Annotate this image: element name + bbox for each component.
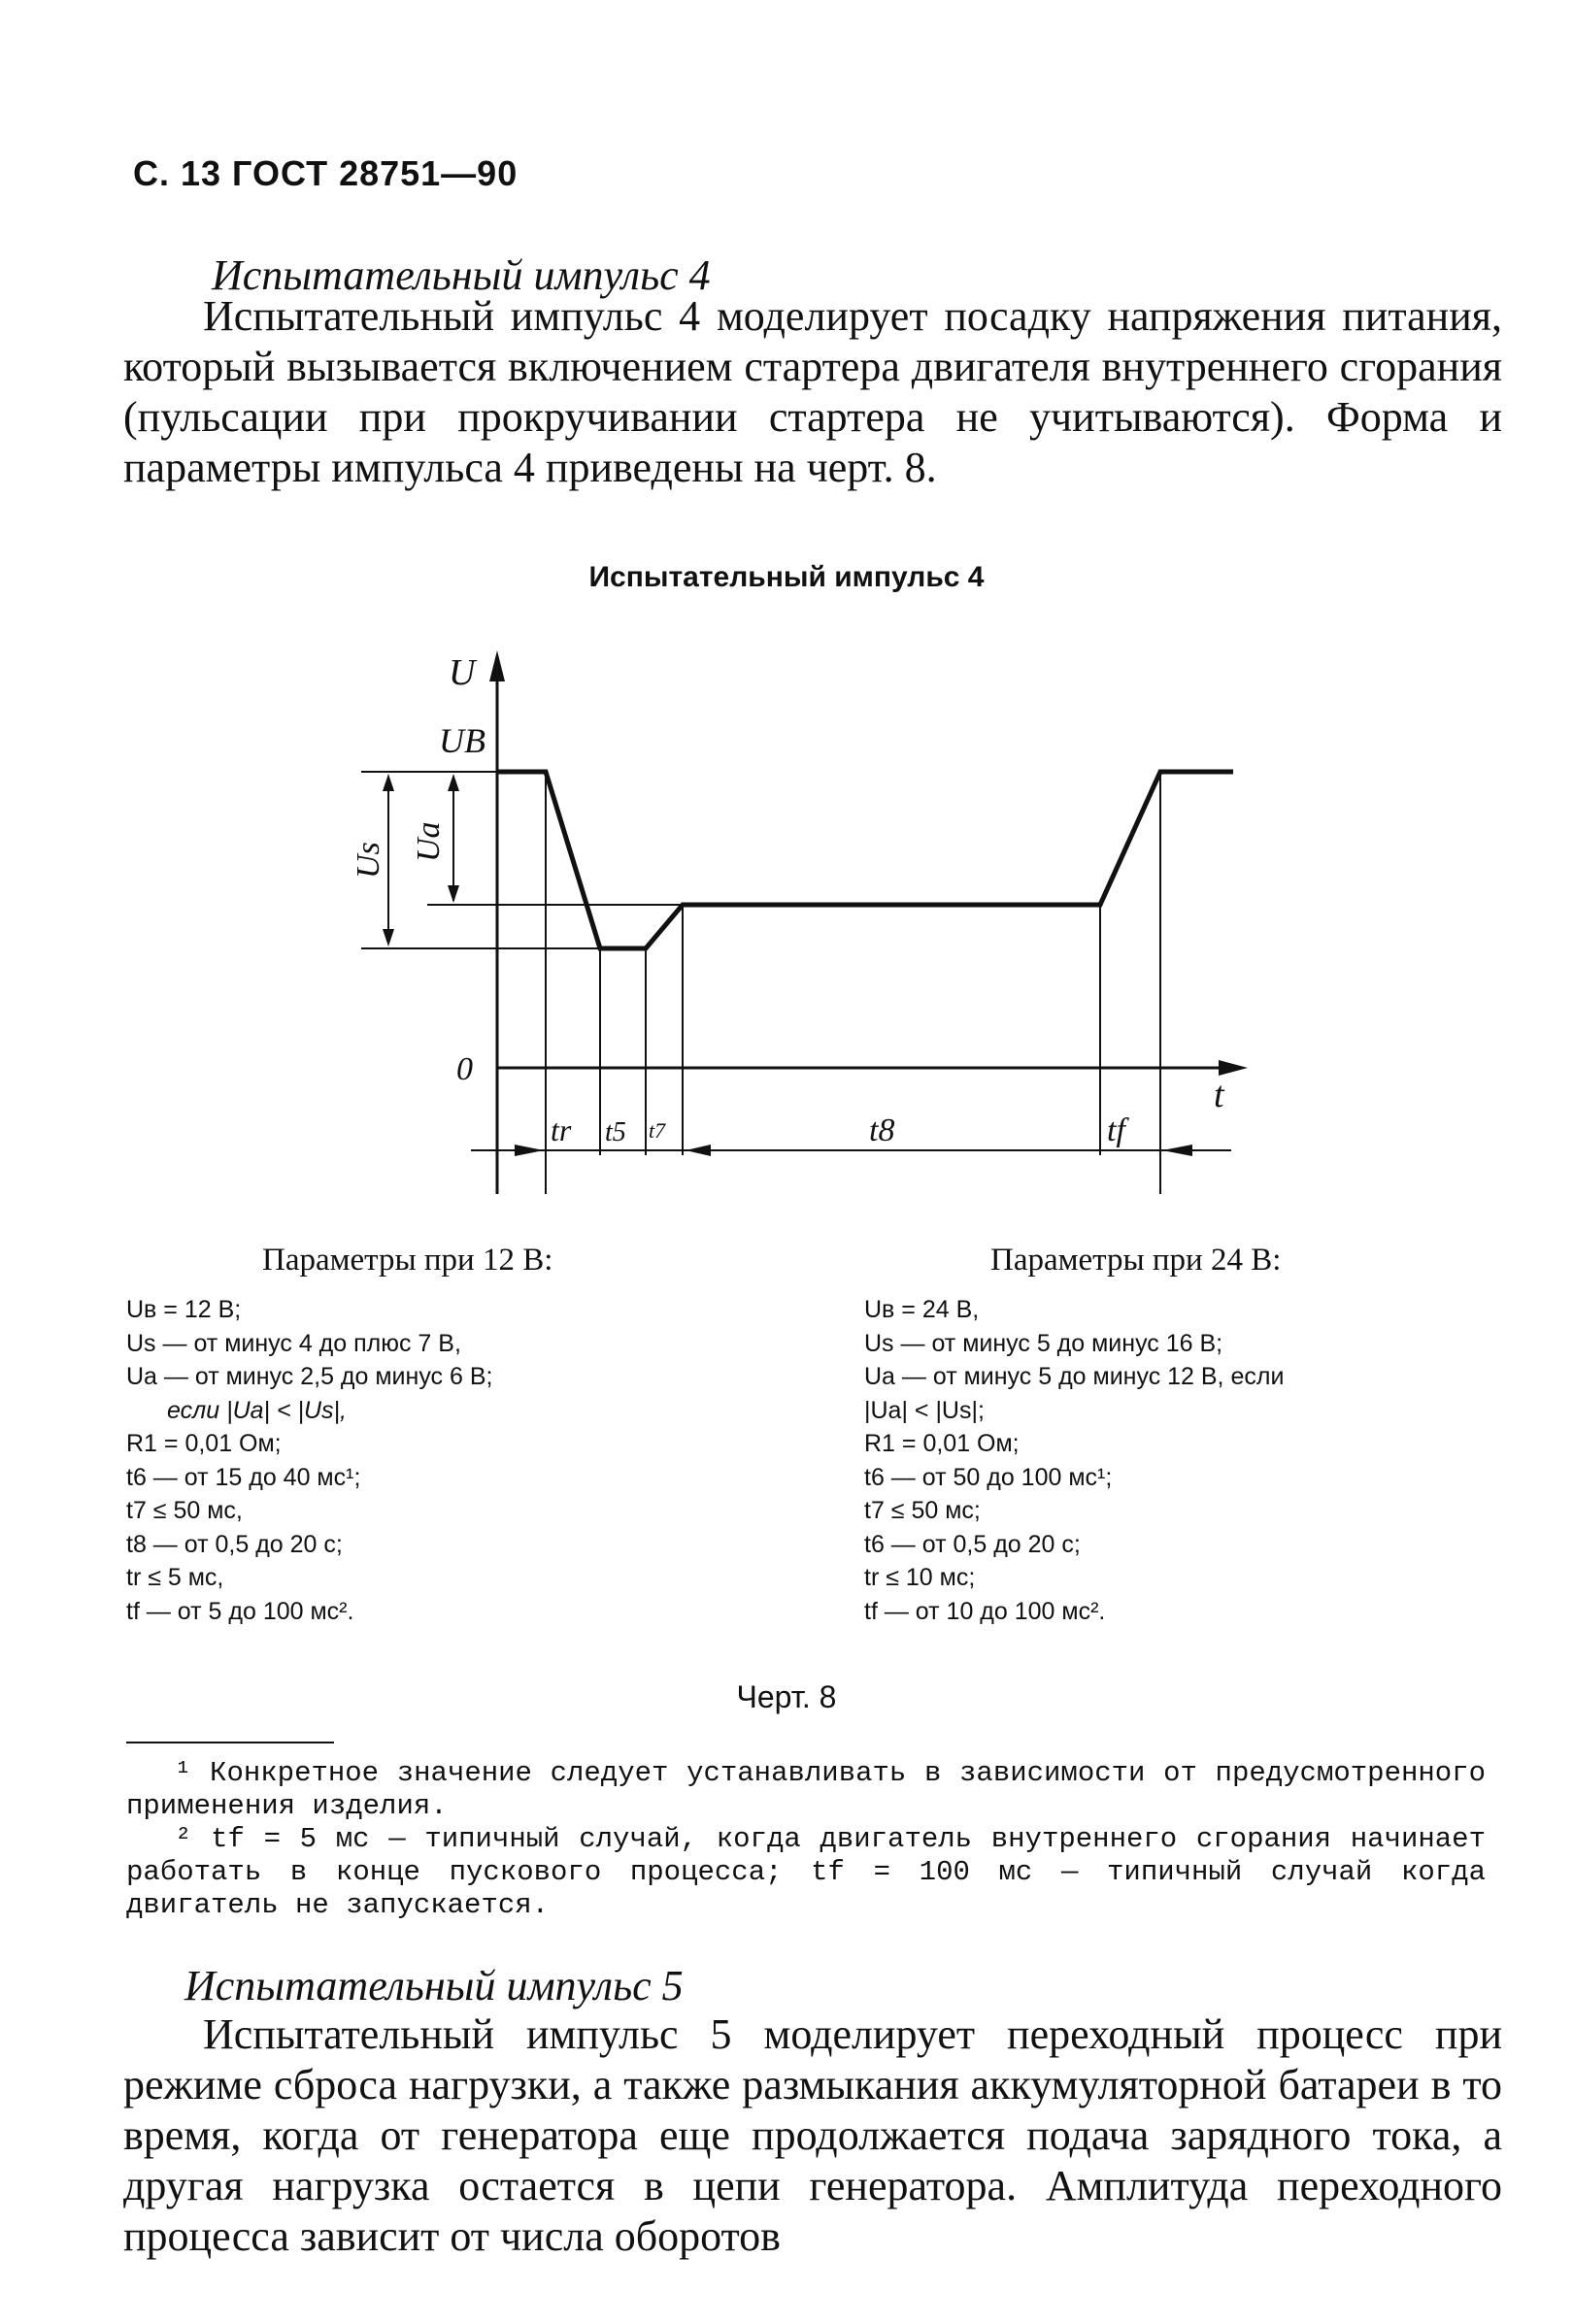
params-24v-line: Uв = 24 В, (864, 1296, 980, 1323)
figure-title: Испытательный импульс 4 (588, 561, 985, 593)
t8-arrow-icon (686, 1145, 711, 1156)
footnote-divider (126, 1742, 334, 1743)
params-24v-line: Ua — от минус 5 до минус 12 В, если (864, 1363, 1285, 1390)
label-ub: UB (439, 721, 485, 760)
section-4-title: Испытательный импульс 4 (212, 251, 711, 299)
params-24v-heading: Параметры при 24 В: (990, 1243, 1282, 1278)
footnote-1: ¹ Конкретное значение следует устанавливать в зависимости от предусмотренного применения изделия. (126, 1757, 1486, 1822)
section-5-body (123, 2009, 1502, 2262)
params-24v-line: t7 ≤ 50 мс; (864, 1497, 981, 1524)
params-24v-line: R1 = 0,01 Ом; (864, 1430, 1020, 1457)
section-5-paragraph: Испытательный импульс 5 моделирует переходный процесс при режиме сброса нагрузки, а также размыкания аккумуляторной батареи в то время, когда от генератора еще продолжается подача зарядного тока, а другая нагрузка остается в цепи генератора. Амплитуда переходного процесса зависит от числа оборотов (123, 2010, 1502, 2260)
label-t: t (1214, 1075, 1224, 1115)
label-t7: t7 (649, 1118, 666, 1143)
label-tr: tr (551, 1112, 572, 1147)
params-12v-line: Ua — от минус 2,5 до минус 6 В; (126, 1363, 493, 1390)
u-axis-arrow-icon (489, 650, 505, 681)
section-4-paragraph: Испытательный импульс 4 моделирует посадку напряжения питания, который вызывается включением стартера двигателя внутреннего сгорания (пульсации при прокручивании стартера не учитываются). Форма и параметры импульса 4 приведены на черт. 8. (123, 292, 1502, 491)
label-t5: t5 (605, 1117, 626, 1147)
params-12v-line: tr ≤ 5 мс, (126, 1564, 224, 1591)
label-t8: t8 (869, 1112, 895, 1148)
footnotes (126, 1757, 1486, 1922)
label-u: U (449, 652, 476, 693)
params-24v-line: t6 — от 0,5 до 20 с; (864, 1530, 1081, 1558)
params-24v-line: tf — от 10 до 100 мс². (864, 1597, 1106, 1625)
tr-arrow-icon (515, 1145, 544, 1156)
pulse-waveform (497, 772, 1233, 948)
params-12v-list (126, 1293, 492, 1628)
params-12v-line: если |Ua| < |Us|, (167, 1396, 347, 1424)
us-arrow-up-icon (383, 774, 394, 791)
t-axis-arrow-icon (1219, 1060, 1248, 1076)
params-12v-line: Uв = 12 В; (126, 1296, 242, 1323)
label-zero: 0 (456, 1051, 473, 1087)
params-12v-line: R1 = 0,01 Ом; (126, 1430, 282, 1457)
params-12v-heading: Параметры при 12 В: (262, 1243, 553, 1278)
params-12v-line: t7 ≤ 50 мс, (126, 1497, 243, 1524)
page-header: С. 13 ГОСТ 28751—90 (133, 153, 519, 193)
label-ua: Ua (411, 821, 447, 862)
us-arrow-down-icon (383, 929, 394, 946)
params-24v-line: tr ≤ 10 мс; (864, 1564, 976, 1591)
label-us: Us (351, 842, 386, 879)
params-24v-list (864, 1293, 1284, 1628)
params-12v-line: t6 — от 15 до 40 мс¹; (126, 1463, 361, 1491)
params-12v-line: Us — от минус 4 до плюс 7 В, (126, 1329, 461, 1357)
params-12v-line: tf — от 5 до 100 мс². (126, 1597, 354, 1625)
figure-caption: Черт. 8 (736, 1679, 837, 1714)
label-tf: tf (1107, 1112, 1125, 1148)
ua-arrow-up-icon (448, 774, 459, 791)
params-24v-line: |Ua| < |Us|; (864, 1396, 985, 1424)
footnote-2: ² tf = 5 мс — типичный случай, когда двигатель внутреннего сгорания начинает работать в конце пускового процесса; tf = 100 мс — типичный случай когда двигатель не запускается. (126, 1823, 1486, 1921)
params-24v-line: t6 — от 50 до 100 мс¹; (864, 1463, 1113, 1491)
section-5-title: Испытательный импульс 5 (184, 1962, 684, 2009)
params-24v-line: Us — от минус 5 до минус 16 В; (864, 1329, 1223, 1357)
ua-arrow-down-icon (448, 885, 459, 903)
params-12v-line: t8 — от 0,5 до 20 с; (126, 1530, 343, 1558)
tf-arrow-icon (1162, 1145, 1192, 1156)
